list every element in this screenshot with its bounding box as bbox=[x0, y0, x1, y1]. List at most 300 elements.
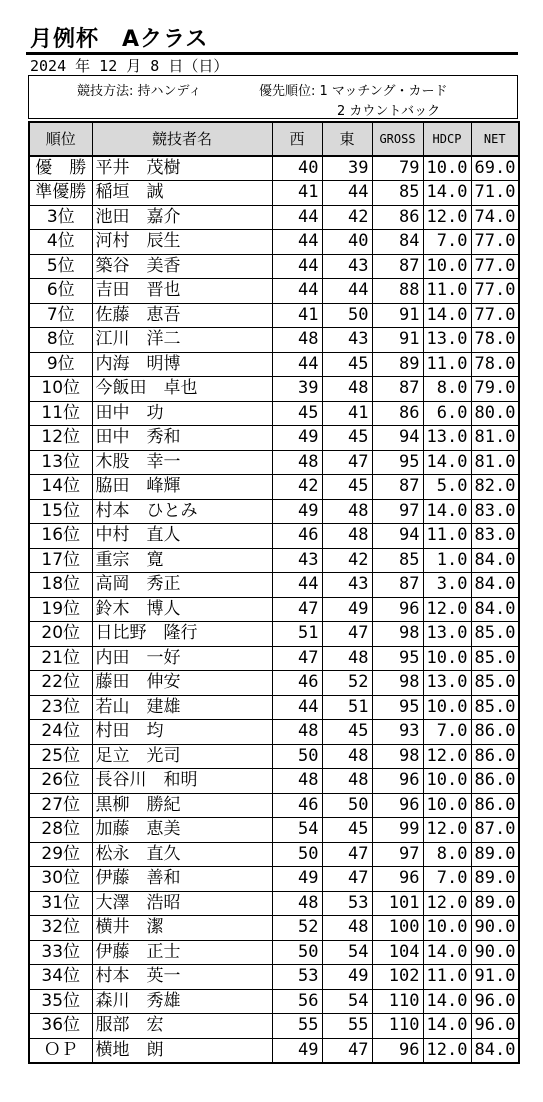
gross-score-cell: 98 bbox=[372, 622, 423, 647]
table-row bbox=[29, 230, 519, 255]
rank-cell: 29位 bbox=[29, 842, 92, 867]
east-score-cell: 49 bbox=[322, 597, 372, 622]
header-net: NET bbox=[471, 122, 519, 156]
net-score-cell: 77.0 bbox=[471, 254, 519, 279]
net-score-cell: 69.0 bbox=[471, 156, 519, 181]
west-score-cell: 41 bbox=[272, 303, 322, 328]
player-name-cell: 江川 洋二 bbox=[92, 328, 272, 353]
west-score-cell: 41 bbox=[272, 181, 322, 206]
east-score-cell: 53 bbox=[322, 891, 372, 916]
table-row bbox=[29, 303, 519, 328]
gross-score-cell: 84 bbox=[372, 230, 423, 255]
rank-cell: 36位 bbox=[29, 1014, 92, 1039]
east-score-cell: 45 bbox=[322, 475, 372, 500]
net-score-cell: 83.0 bbox=[471, 499, 519, 524]
rank-cell: 34位 bbox=[29, 965, 92, 990]
handicap-cell: 12.0 bbox=[423, 1038, 471, 1063]
rank-cell: 優 勝 bbox=[29, 156, 92, 181]
player-name-cell: 内海 明博 bbox=[92, 352, 272, 377]
table-row bbox=[29, 181, 519, 206]
net-score-cell: 81.0 bbox=[471, 426, 519, 451]
west-score-cell: 54 bbox=[272, 818, 322, 843]
results-body bbox=[29, 156, 519, 1063]
handicap-cell: 14.0 bbox=[423, 303, 471, 328]
rank-cell: 6位 bbox=[29, 279, 92, 304]
player-name-cell: 横井 潔 bbox=[92, 916, 272, 941]
east-score-cell: 45 bbox=[322, 426, 372, 451]
west-score-cell: 48 bbox=[272, 891, 322, 916]
west-score-cell: 44 bbox=[272, 205, 322, 230]
rank-cell: 27位 bbox=[29, 793, 92, 818]
table-row bbox=[29, 450, 519, 475]
net-score-cell: 71.0 bbox=[471, 181, 519, 206]
west-score-cell: 49 bbox=[272, 1038, 322, 1063]
net-score-cell: 86.0 bbox=[471, 793, 519, 818]
player-name-cell: 足立 光司 bbox=[92, 744, 272, 769]
east-score-cell: 50 bbox=[322, 793, 372, 818]
gross-score-cell: 95 bbox=[372, 450, 423, 475]
rank-cell: 25位 bbox=[29, 744, 92, 769]
table-row bbox=[29, 744, 519, 769]
east-score-cell: 48 bbox=[322, 377, 372, 402]
east-score-cell: 45 bbox=[322, 720, 372, 745]
east-score-cell: 48 bbox=[322, 744, 372, 769]
gross-score-cell: 98 bbox=[372, 744, 423, 769]
west-score-cell: 48 bbox=[272, 328, 322, 353]
handicap-cell: 10.0 bbox=[423, 695, 471, 720]
player-name-cell: 田中 秀和 bbox=[92, 426, 272, 451]
east-score-cell: 48 bbox=[322, 769, 372, 794]
net-score-cell: 86.0 bbox=[471, 720, 519, 745]
header-name: 競技者名 bbox=[92, 122, 272, 156]
net-score-cell: 79.0 bbox=[471, 377, 519, 402]
west-score-cell: 45 bbox=[272, 401, 322, 426]
gross-score-cell: 87 bbox=[372, 475, 423, 500]
net-score-cell: 84.0 bbox=[471, 573, 519, 598]
rank-cell: 30位 bbox=[29, 867, 92, 892]
handicap-cell: 14.0 bbox=[423, 1014, 471, 1039]
handicap-cell: 7.0 bbox=[423, 720, 471, 745]
player-name-cell: 若山 建雄 bbox=[92, 695, 272, 720]
west-score-cell: 46 bbox=[272, 524, 322, 549]
table-row bbox=[29, 426, 519, 451]
net-score-cell: 84.0 bbox=[471, 597, 519, 622]
player-name-cell: 黒柳 勝紀 bbox=[92, 793, 272, 818]
player-name-cell: 長谷川 和明 bbox=[92, 769, 272, 794]
player-name-cell: 鈴木 博人 bbox=[92, 597, 272, 622]
east-score-cell: 39 bbox=[322, 156, 372, 181]
net-score-cell: 77.0 bbox=[471, 279, 519, 304]
header-west: 西 bbox=[272, 122, 322, 156]
handicap-cell: 8.0 bbox=[423, 377, 471, 402]
table-row bbox=[29, 475, 519, 500]
header-rank: 順位 bbox=[29, 122, 92, 156]
player-name-cell: 伊藤 善和 bbox=[92, 867, 272, 892]
player-name-cell: 松永 直久 bbox=[92, 842, 272, 867]
gross-score-cell: 86 bbox=[372, 401, 423, 426]
west-score-cell: 44 bbox=[272, 279, 322, 304]
table-row bbox=[29, 573, 519, 598]
handicap-cell: 10.0 bbox=[423, 793, 471, 818]
rank-cell: 10位 bbox=[29, 377, 92, 402]
header-gross: GROSS bbox=[372, 122, 423, 156]
net-score-cell: 78.0 bbox=[471, 352, 519, 377]
rank-cell: 15位 bbox=[29, 499, 92, 524]
net-score-cell: 89.0 bbox=[471, 867, 519, 892]
west-score-cell: 42 bbox=[272, 475, 322, 500]
gross-score-cell: 95 bbox=[372, 646, 423, 671]
rank-cell: 8位 bbox=[29, 328, 92, 353]
net-score-cell: 84.0 bbox=[471, 1038, 519, 1063]
east-score-cell: 41 bbox=[322, 401, 372, 426]
west-score-cell: 40 bbox=[272, 156, 322, 181]
player-name-cell: 平井 茂樹 bbox=[92, 156, 272, 181]
east-score-cell: 48 bbox=[322, 524, 372, 549]
table-row bbox=[29, 867, 519, 892]
handicap-cell: 6.0 bbox=[423, 401, 471, 426]
gross-score-cell: 93 bbox=[372, 720, 423, 745]
gross-score-cell: 104 bbox=[372, 940, 423, 965]
handicap-cell: 10.0 bbox=[423, 254, 471, 279]
player-name-cell: 重宗 寛 bbox=[92, 548, 272, 573]
competition-method: 競技方法: 持ハンディ bbox=[77, 84, 202, 99]
east-score-cell: 54 bbox=[322, 940, 372, 965]
east-score-cell: 42 bbox=[322, 205, 372, 230]
gross-score-cell: 99 bbox=[372, 818, 423, 843]
handicap-cell: 3.0 bbox=[423, 573, 471, 598]
handicap-cell: 12.0 bbox=[423, 891, 471, 916]
table-row bbox=[29, 695, 519, 720]
rank-cell: 31位 bbox=[29, 891, 92, 916]
net-score-cell: 86.0 bbox=[471, 744, 519, 769]
east-score-cell: 48 bbox=[322, 499, 372, 524]
handicap-cell: 7.0 bbox=[423, 867, 471, 892]
gross-score-cell: 88 bbox=[372, 279, 423, 304]
handicap-cell: 11.0 bbox=[423, 279, 471, 304]
west-score-cell: 44 bbox=[272, 230, 322, 255]
gross-score-cell: 98 bbox=[372, 671, 423, 696]
gross-score-cell: 85 bbox=[372, 181, 423, 206]
gross-score-cell: 85 bbox=[372, 548, 423, 573]
handicap-cell: 13.0 bbox=[423, 426, 471, 451]
west-score-cell: 46 bbox=[272, 671, 322, 696]
west-score-cell: 49 bbox=[272, 867, 322, 892]
table-row bbox=[29, 989, 519, 1014]
priority-order-1: 優先順位: 1 マッチング・カード bbox=[259, 84, 448, 99]
handicap-cell: 7.0 bbox=[423, 230, 471, 255]
player-name-cell: 佐藤 恵吾 bbox=[92, 303, 272, 328]
west-score-cell: 52 bbox=[272, 916, 322, 941]
table-row bbox=[29, 842, 519, 867]
rank-cell: 22位 bbox=[29, 671, 92, 696]
rank-cell: 20位 bbox=[29, 622, 92, 647]
west-score-cell: 47 bbox=[272, 646, 322, 671]
gross-score-cell: 89 bbox=[372, 352, 423, 377]
table-row bbox=[29, 916, 519, 941]
gross-score-cell: 94 bbox=[372, 426, 423, 451]
west-score-cell: 44 bbox=[272, 573, 322, 598]
handicap-cell: 13.0 bbox=[423, 622, 471, 647]
handicap-cell: 1.0 bbox=[423, 548, 471, 573]
gross-score-cell: 86 bbox=[372, 205, 423, 230]
player-name-cell: 田中 功 bbox=[92, 401, 272, 426]
net-score-cell: 74.0 bbox=[471, 205, 519, 230]
player-name-cell: 藤田 伸安 bbox=[92, 671, 272, 696]
west-score-cell: 51 bbox=[272, 622, 322, 647]
west-score-cell: 44 bbox=[272, 254, 322, 279]
table-row bbox=[29, 499, 519, 524]
east-score-cell: 55 bbox=[322, 1014, 372, 1039]
east-score-cell: 45 bbox=[322, 352, 372, 377]
table-row bbox=[29, 279, 519, 304]
gross-score-cell: 110 bbox=[372, 1014, 423, 1039]
net-score-cell: 90.0 bbox=[471, 916, 519, 941]
east-score-cell: 47 bbox=[322, 622, 372, 647]
east-score-cell: 43 bbox=[322, 573, 372, 598]
handicap-cell: 10.0 bbox=[423, 769, 471, 794]
competition-info-box bbox=[28, 75, 518, 119]
results-table bbox=[28, 121, 520, 1064]
net-score-cell: 84.0 bbox=[471, 548, 519, 573]
rank-cell: 18位 bbox=[29, 573, 92, 598]
gross-score-cell: 96 bbox=[372, 597, 423, 622]
east-score-cell: 45 bbox=[322, 818, 372, 843]
table-row bbox=[29, 720, 519, 745]
player-name-cell: 築谷 美香 bbox=[92, 254, 272, 279]
gross-score-cell: 87 bbox=[372, 377, 423, 402]
gross-score-cell: 96 bbox=[372, 1038, 423, 1063]
handicap-cell: 13.0 bbox=[423, 328, 471, 353]
east-score-cell: 43 bbox=[322, 328, 372, 353]
handicap-cell: 12.0 bbox=[423, 205, 471, 230]
rank-cell: 11位 bbox=[29, 401, 92, 426]
east-score-cell: 50 bbox=[322, 303, 372, 328]
gross-score-cell: 91 bbox=[372, 303, 423, 328]
gross-score-cell: 79 bbox=[372, 156, 423, 181]
net-score-cell: 85.0 bbox=[471, 695, 519, 720]
table-row bbox=[29, 156, 519, 181]
handicap-cell: 10.0 bbox=[423, 156, 471, 181]
west-score-cell: 48 bbox=[272, 720, 322, 745]
net-score-cell: 89.0 bbox=[471, 891, 519, 916]
rank-cell: 3位 bbox=[29, 205, 92, 230]
net-score-cell: 82.0 bbox=[471, 475, 519, 500]
net-score-cell: 83.0 bbox=[471, 524, 519, 549]
gross-score-cell: 102 bbox=[372, 965, 423, 990]
net-score-cell: 77.0 bbox=[471, 303, 519, 328]
west-score-cell: 46 bbox=[272, 793, 322, 818]
header-hdcp: HDCP bbox=[423, 122, 471, 156]
table-row bbox=[29, 377, 519, 402]
table-row bbox=[29, 254, 519, 279]
east-score-cell: 48 bbox=[322, 646, 372, 671]
player-name-cell: 池田 嘉介 bbox=[92, 205, 272, 230]
player-name-cell: 内田 一好 bbox=[92, 646, 272, 671]
west-score-cell: 50 bbox=[272, 940, 322, 965]
handicap-cell: 11.0 bbox=[423, 352, 471, 377]
west-score-cell: 44 bbox=[272, 695, 322, 720]
west-score-cell: 49 bbox=[272, 499, 322, 524]
player-name-cell: 村本 英一 bbox=[92, 965, 272, 990]
rank-cell: 4位 bbox=[29, 230, 92, 255]
rank-cell: 17位 bbox=[29, 548, 92, 573]
west-score-cell: 47 bbox=[272, 597, 322, 622]
table-row bbox=[29, 401, 519, 426]
rank-cell: ＯＰ bbox=[29, 1038, 92, 1063]
rank-cell: 16位 bbox=[29, 524, 92, 549]
gross-score-cell: 100 bbox=[372, 916, 423, 941]
handicap-cell: 12.0 bbox=[423, 744, 471, 769]
table-row bbox=[29, 548, 519, 573]
east-score-cell: 47 bbox=[322, 842, 372, 867]
west-score-cell: 48 bbox=[272, 450, 322, 475]
table-row bbox=[29, 622, 519, 647]
gross-score-cell: 87 bbox=[372, 573, 423, 598]
gross-score-cell: 110 bbox=[372, 989, 423, 1014]
net-score-cell: 80.0 bbox=[471, 401, 519, 426]
player-name-cell: 加藤 恵美 bbox=[92, 818, 272, 843]
player-name-cell: 大澤 浩昭 bbox=[92, 891, 272, 916]
west-score-cell: 50 bbox=[272, 744, 322, 769]
rank-cell: 21位 bbox=[29, 646, 92, 671]
net-score-cell: 91.0 bbox=[471, 965, 519, 990]
table-row bbox=[29, 1038, 519, 1063]
rank-cell: 35位 bbox=[29, 989, 92, 1014]
east-score-cell: 48 bbox=[322, 916, 372, 941]
table-row bbox=[29, 646, 519, 671]
handicap-cell: 14.0 bbox=[423, 181, 471, 206]
east-score-cell: 40 bbox=[322, 230, 372, 255]
table-row bbox=[29, 671, 519, 696]
handicap-cell: 14.0 bbox=[423, 989, 471, 1014]
handicap-cell: 14.0 bbox=[423, 940, 471, 965]
page-title: 月例杯 Aクラス bbox=[30, 27, 209, 52]
player-name-cell: 河村 辰生 bbox=[92, 230, 272, 255]
gross-score-cell: 91 bbox=[372, 328, 423, 353]
west-score-cell: 49 bbox=[272, 426, 322, 451]
gross-score-cell: 96 bbox=[372, 769, 423, 794]
table-row bbox=[29, 597, 519, 622]
net-score-cell: 81.0 bbox=[471, 450, 519, 475]
table-row bbox=[29, 940, 519, 965]
net-score-cell: 90.0 bbox=[471, 940, 519, 965]
west-score-cell: 56 bbox=[272, 989, 322, 1014]
rank-cell: 5位 bbox=[29, 254, 92, 279]
handicap-cell: 14.0 bbox=[423, 499, 471, 524]
table-row bbox=[29, 891, 519, 916]
gross-score-cell: 96 bbox=[372, 793, 423, 818]
player-name-cell: 村本 ひとみ bbox=[92, 499, 272, 524]
player-name-cell: 木股 幸一 bbox=[92, 450, 272, 475]
east-score-cell: 44 bbox=[322, 181, 372, 206]
handicap-cell: 11.0 bbox=[423, 524, 471, 549]
table-row bbox=[29, 965, 519, 990]
rank-cell: 26位 bbox=[29, 769, 92, 794]
net-score-cell: 85.0 bbox=[471, 646, 519, 671]
net-score-cell: 85.0 bbox=[471, 622, 519, 647]
net-score-cell: 85.0 bbox=[471, 671, 519, 696]
west-score-cell: 43 bbox=[272, 548, 322, 573]
table-row bbox=[29, 818, 519, 843]
handicap-cell: 10.0 bbox=[423, 916, 471, 941]
east-score-cell: 47 bbox=[322, 867, 372, 892]
net-score-cell: 89.0 bbox=[471, 842, 519, 867]
rank-cell: 24位 bbox=[29, 720, 92, 745]
rank-cell: 23位 bbox=[29, 695, 92, 720]
handicap-cell: 11.0 bbox=[423, 965, 471, 990]
west-score-cell: 50 bbox=[272, 842, 322, 867]
rank-cell: 12位 bbox=[29, 426, 92, 451]
net-score-cell: 96.0 bbox=[471, 989, 519, 1014]
east-score-cell: 52 bbox=[322, 671, 372, 696]
table-row bbox=[29, 769, 519, 794]
player-name-cell: 横地 朗 bbox=[92, 1038, 272, 1063]
player-name-cell: 服部 宏 bbox=[92, 1014, 272, 1039]
player-name-cell: 稲垣 誠 bbox=[92, 181, 272, 206]
west-score-cell: 44 bbox=[272, 352, 322, 377]
rank-cell: 14位 bbox=[29, 475, 92, 500]
rank-cell: 7位 bbox=[29, 303, 92, 328]
rank-cell: 28位 bbox=[29, 818, 92, 843]
east-score-cell: 44 bbox=[322, 279, 372, 304]
east-score-cell: 54 bbox=[322, 989, 372, 1014]
west-score-cell: 48 bbox=[272, 769, 322, 794]
rank-cell: 準優勝 bbox=[29, 181, 92, 206]
priority-order-2: 2 カウントバック bbox=[337, 104, 441, 119]
net-score-cell: 87.0 bbox=[471, 818, 519, 843]
table-row bbox=[29, 205, 519, 230]
player-name-cell: 伊藤 正士 bbox=[92, 940, 272, 965]
gross-score-cell: 96 bbox=[372, 867, 423, 892]
east-score-cell: 47 bbox=[322, 450, 372, 475]
rank-cell: 19位 bbox=[29, 597, 92, 622]
player-name-cell: 日比野 隆行 bbox=[92, 622, 272, 647]
handicap-cell: 12.0 bbox=[423, 818, 471, 843]
rank-cell: 32位 bbox=[29, 916, 92, 941]
event-date: 2024 年 12 月 8 日（日） bbox=[30, 57, 229, 75]
rank-cell: 33位 bbox=[29, 940, 92, 965]
handicap-cell: 8.0 bbox=[423, 842, 471, 867]
table-row bbox=[29, 328, 519, 353]
gross-score-cell: 95 bbox=[372, 695, 423, 720]
west-score-cell: 39 bbox=[272, 377, 322, 402]
gross-score-cell: 87 bbox=[372, 254, 423, 279]
west-score-cell: 55 bbox=[272, 1014, 322, 1039]
header-east: 東 bbox=[322, 122, 372, 156]
table-row bbox=[29, 352, 519, 377]
player-name-cell: 中村 直人 bbox=[92, 524, 272, 549]
net-score-cell: 78.0 bbox=[471, 328, 519, 353]
player-name-cell: 村田 均 bbox=[92, 720, 272, 745]
gross-score-cell: 94 bbox=[372, 524, 423, 549]
gross-score-cell: 97 bbox=[372, 499, 423, 524]
east-score-cell: 42 bbox=[322, 548, 372, 573]
player-name-cell: 高岡 秀正 bbox=[92, 573, 272, 598]
east-score-cell: 47 bbox=[322, 1038, 372, 1063]
gross-score-cell: 97 bbox=[372, 842, 423, 867]
handicap-cell: 5.0 bbox=[423, 475, 471, 500]
table-row bbox=[29, 1014, 519, 1039]
handicap-cell: 12.0 bbox=[423, 597, 471, 622]
handicap-cell: 13.0 bbox=[423, 671, 471, 696]
rank-cell: 13位 bbox=[29, 450, 92, 475]
player-name-cell: 森川 秀雄 bbox=[92, 989, 272, 1014]
table-row bbox=[29, 524, 519, 549]
rank-cell: 9位 bbox=[29, 352, 92, 377]
net-score-cell: 96.0 bbox=[471, 1014, 519, 1039]
east-score-cell: 51 bbox=[322, 695, 372, 720]
net-score-cell: 86.0 bbox=[471, 769, 519, 794]
